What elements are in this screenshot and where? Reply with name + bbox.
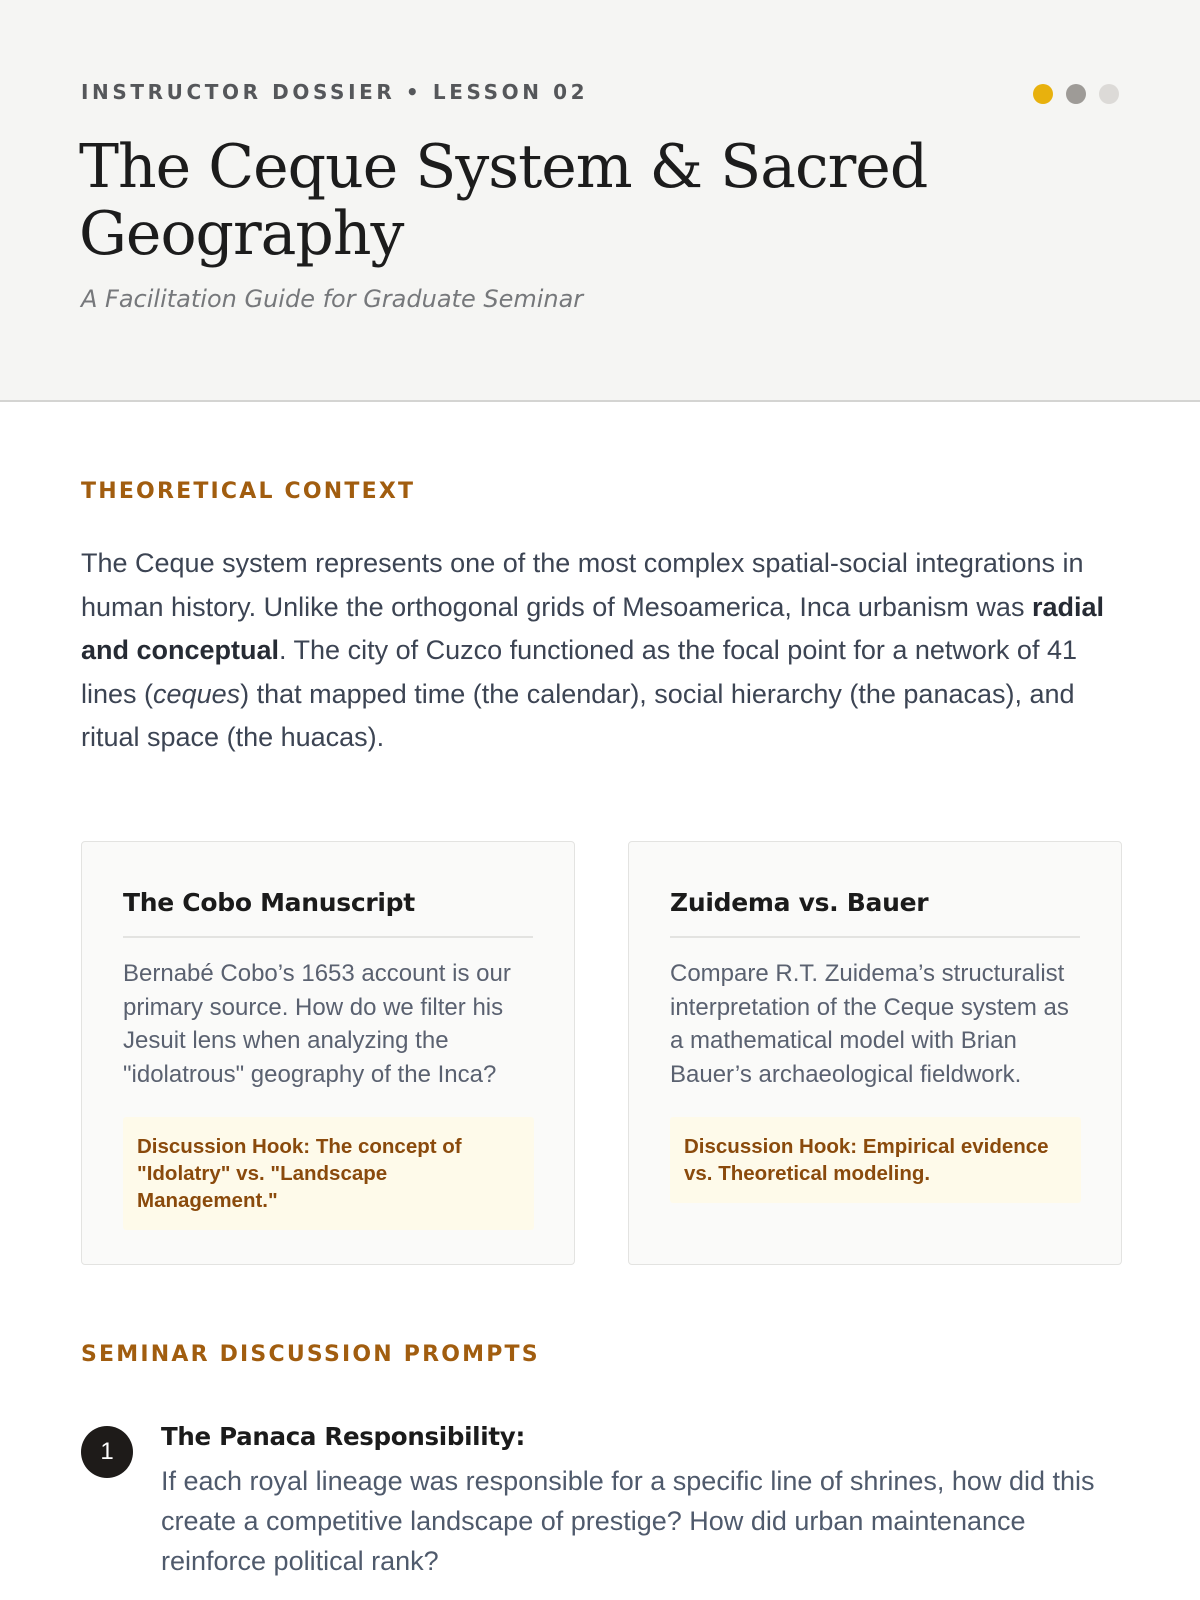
card-body: Compare R.T. Zuidema’s structuralist interpretation of the Ceque system as a mathematical model with Brian Bauer’s archaeological fieldwork. <box>670 960 1069 1088</box>
progress-dot-3[interactable] <box>1099 84 1119 104</box>
card-divider <box>670 936 1080 938</box>
card-divider <box>123 936 533 938</box>
card-zuidema-vs-bauer <box>628 841 1122 1265</box>
dossier-kicker: INSTRUCTOR DOSSIER • LESSON 02 <box>81 80 589 104</box>
context-paragraph <box>81 542 1121 760</box>
section-label-prompts: SEMINAR DISCUSSION PROMPTS <box>81 1342 540 1367</box>
card-title: Zuidema vs. Bauer <box>670 888 929 917</box>
discussion-hook: Discussion Hook: The concept of "Idolatry" vs. "Landscape Management." <box>123 1117 534 1230</box>
context-bold-text: radial and conceptual <box>81 591 1104 665</box>
prompt-number-badge: 1 <box>81 1426 133 1478</box>
context-text-2: . The city of Cuzco functioned as the focal point for a network of 41 lines ( <box>81 635 1077 709</box>
prompt-body: If each royal lineage was responsible for a specific line of shrines, how did this create a competitive landscape of prestige? How did urban maintenance reinforce political rank? <box>161 1466 1095 1576</box>
header <box>0 0 1200 402</box>
progress-dot-1[interactable] <box>1033 84 1053 104</box>
progress-dots <box>1033 84 1119 104</box>
context-text-3: ) that mapped time (the calendar), social hierarchy (the panacas), and ritual space (the huacas). <box>81 678 1075 752</box>
card-body: Bernabé Cobo’s 1653 account is our primary source. How do we filter his Jesuit lens when analyzing the "idolatrous" geography of the Inca? <box>123 960 511 1088</box>
page-subtitle: A Facilitation Guide for Graduate Seminar <box>81 285 584 313</box>
section-label-context: THEORETICAL CONTEXT <box>81 479 416 504</box>
prompt-title: The Panaca Responsibility: <box>161 1422 525 1451</box>
progress-dot-2[interactable] <box>1066 84 1086 104</box>
card-title: The Cobo Manuscript <box>123 888 415 917</box>
discussion-hook: Discussion Hook: Empirical evidence vs. Theoretical modeling. <box>670 1117 1081 1203</box>
page-title: The Ceque System & Sacred Geography <box>79 132 928 269</box>
context-italic-text: ceques <box>153 678 241 709</box>
card-cobo-manuscript <box>81 841 575 1265</box>
context-text-1: The Ceque system represents one of the most complex spatial-social integrations in human history. Unlike the orthogonal grids of Mesoamerica, Inca urbanism was <box>81 548 1084 622</box>
